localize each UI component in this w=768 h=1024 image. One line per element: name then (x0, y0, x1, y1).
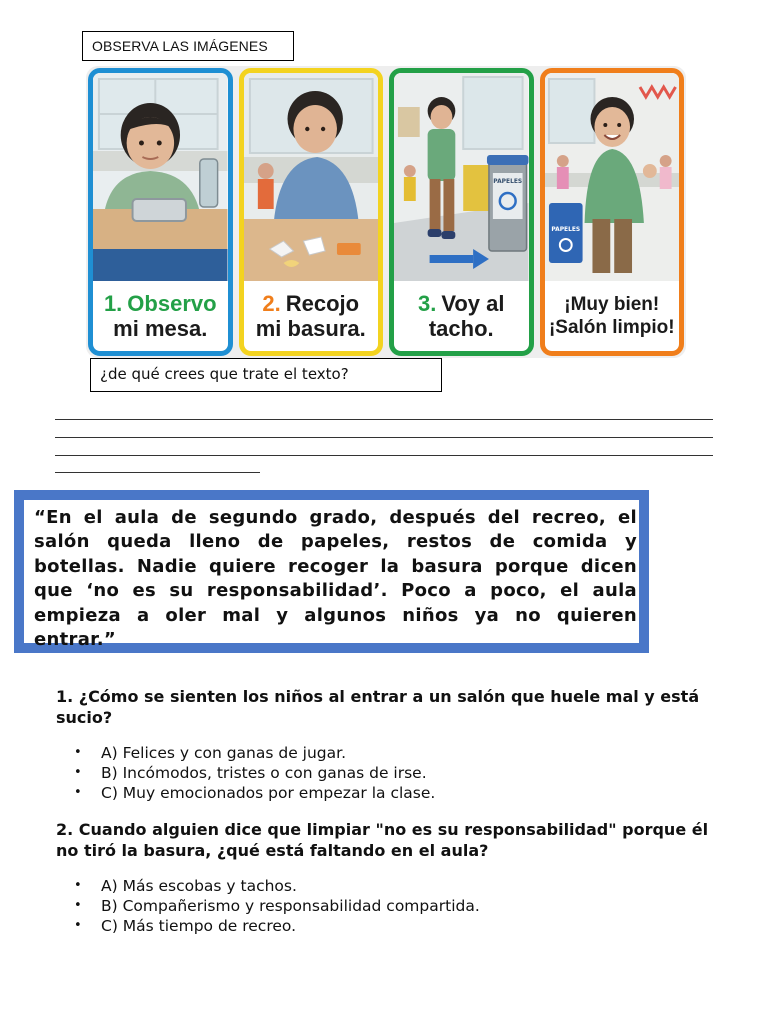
question-2-option-c[interactable] (74, 916, 694, 936)
classroom-illustration-3 (394, 73, 529, 281)
classroom-illustration-1 (93, 73, 228, 281)
caption-panel-4 (545, 281, 680, 351)
caption-panel-2-line1 (262, 291, 359, 316)
question-2-option-b[interactable] (74, 896, 694, 916)
question-1-options (74, 743, 694, 803)
caption-panel-1-word: Observo (127, 291, 217, 316)
caption-panel-3-line2: tacho. (428, 316, 494, 341)
scene-pick-trash (244, 73, 379, 281)
question-1-title: 1. ¿Cómo se sienten los niños al entrar a un salón que huele mal y está sucio? (56, 687, 700, 727)
caption-panel-3 (394, 281, 529, 351)
caption-panel-3-word: Voy al (441, 291, 505, 316)
header-title-box (82, 31, 294, 61)
classroom-illustration-2 (244, 73, 379, 281)
question-1-option-b[interactable] (74, 763, 694, 783)
question-2-title: 2. Cuando alguien dice que limpiar "no es su responsabilidad" porque él no tiró la basura, ¿qué está faltando en el aula? (56, 820, 709, 860)
bullet-icon: • (74, 785, 82, 800)
answer-line-2[interactable] (55, 437, 713, 438)
caption-panel-1-line2: mi mesa. (113, 316, 208, 341)
panel-clean-classroom (540, 68, 685, 356)
question-2-options (74, 876, 694, 936)
reading-frame (14, 490, 649, 653)
question-1-option-a[interactable] (74, 743, 694, 763)
panel-observe-desk (88, 68, 233, 356)
caption-panel-3-line1 (418, 291, 505, 316)
prediction-question: ¿de qué crees que trate el texto? (100, 365, 349, 383)
bullet-icon: • (74, 765, 82, 780)
bullet-icon: • (74, 745, 82, 760)
option-label: A) Más escobas y tachos. (101, 877, 297, 895)
caption-panel-3-number: 3. (417, 291, 437, 316)
caption-panel-4-line2: ¡Salón limpio! (548, 317, 675, 338)
bin-label-panel-3: PAPELES (493, 177, 523, 186)
bullet-icon: • (74, 878, 82, 893)
caption-panel-2-line2: mi basura. (255, 316, 366, 341)
caption-panel-1 (93, 281, 228, 351)
option-label: B) Compañerismo y responsabilidad compartida. (101, 897, 480, 915)
question-1-option-c[interactable] (74, 783, 694, 803)
option-label: B) Incómodos, tristes o con ganas de irse. (101, 764, 427, 782)
panel-go-to-bin (389, 68, 534, 356)
answer-line-4[interactable] (55, 472, 260, 473)
caption-panel-1-line1 (104, 291, 217, 316)
thumbs-up-icon (642, 164, 656, 178)
option-label: A) Felices y con ganas de jugar. (101, 744, 347, 762)
reading-text: “En el aula de segundo grado, después del recreo, el salón queda lleno de papeles, restos de comida y botellas. Nadie quiere recoger la basura porque dicen que ‘no es su responsabilidad’. Poco a poco, el aula empieza a oler mal y algunos niños ya no quieren entrar.” (24, 500, 639, 643)
scene-clean-classroom (545, 73, 680, 281)
scene-go-to-bin (394, 73, 529, 281)
caption-panel-2 (244, 281, 379, 351)
classroom-illustration-4 (545, 73, 680, 281)
illustration-strip (86, 66, 686, 358)
caption-panel-2-word: Recojo (285, 291, 360, 316)
caption-panel-2-number: 2. (262, 291, 281, 316)
bin-label-panel-4: PAPELES (550, 225, 580, 234)
scene-observe-desk (93, 73, 228, 281)
bullet-icon: • (74, 918, 82, 933)
panel-pick-trash (239, 68, 384, 356)
option-label: C) Muy emocionados por empezar la clase. (101, 784, 436, 802)
caption-panel-4-line1: ¡Muy bien! (564, 294, 660, 315)
bullet-icon: • (74, 898, 82, 913)
question-2-option-a[interactable] (74, 876, 694, 896)
prediction-question-box (90, 358, 442, 392)
answer-line-1[interactable] (55, 419, 713, 420)
header-title: OBSERVA LAS IMÁGENES (92, 38, 268, 54)
option-label: C) Más tiempo de recreo. (101, 917, 297, 935)
caption-panel-1-number: 1. (103, 291, 123, 316)
answer-line-3[interactable] (55, 455, 713, 456)
